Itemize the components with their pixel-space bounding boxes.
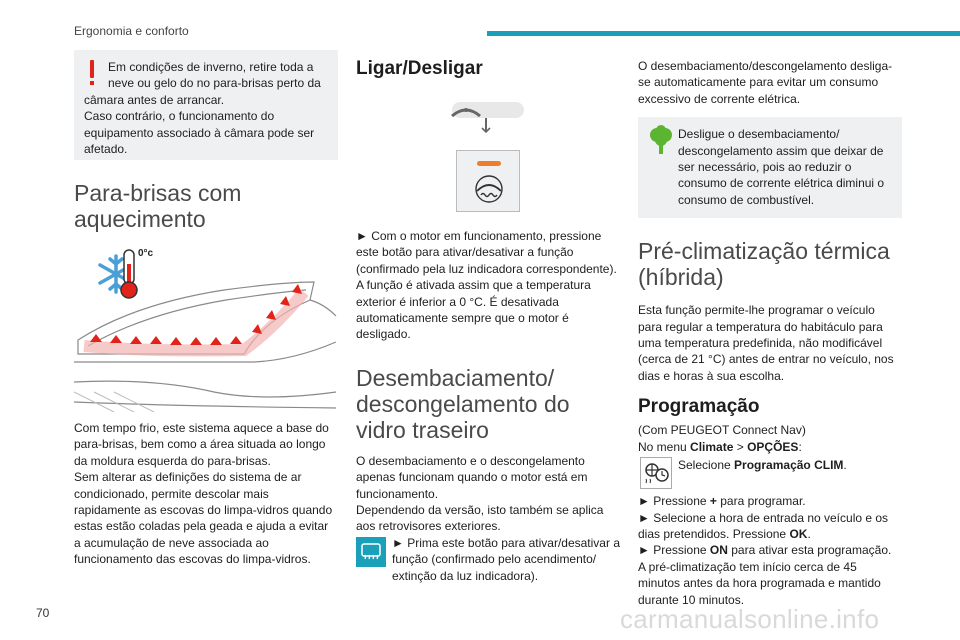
section-title: Ergonomia e conforto — [74, 24, 189, 38]
step1-suffix: para programar. — [716, 494, 806, 509]
select-prefix: Selecione — [678, 458, 735, 473]
warning-exclamation-icon — [88, 60, 96, 86]
heated-windscreen-illustration — [74, 242, 338, 412]
heated-body-1: Com tempo frio, este sistema aquece a base do para-brisas, bem como a área situada ao longo da moldura esquerda do para-brisas. — [74, 421, 329, 468]
step1-bold: + — [709, 494, 717, 509]
rear-demist-icon — [356, 537, 386, 567]
rear-window-title: Desembaciamento/ descongelamento do vidro traseiro — [356, 364, 570, 443]
onoff-body-2: A função é ativada assim que a temperatura exterior é inferior a 0 °C. É desativada automaticamente sempre que o motor é desligado. — [356, 278, 591, 342]
step1-prefix: ► Pressione — [638, 494, 710, 509]
step3-prefix: ► Pressione — [638, 543, 710, 558]
warning-line-1: Em condições de inverno, retire toda a — [108, 60, 314, 74]
step2-bold: OK — [789, 526, 808, 541]
eco-tip-box — [638, 117, 902, 218]
step3-bold: ON — [709, 543, 728, 558]
temperature-label: 0°c — [138, 248, 154, 259]
page-number: 70 — [36, 606, 50, 620]
onoff-title: Ligar/Desligar — [356, 58, 483, 79]
eco-tip-text: Desligue o desembaciamento/ descongelamento assim que deixar de ser necessário, pois ao reduzir o consumo de corrente elétrica diminui o consumo de combustível. — [678, 127, 885, 207]
header-accent-bar — [487, 31, 960, 36]
warning-line-2: neve ou gelo do no para-brisas perto da — [108, 76, 321, 91]
heated-body-2: Sem alterar as definições do sistema de ar condicionado, permite descolar mais rapidamente as escovas do limpa-vidros quando estas estão coladas pela geada e ajuda a evitar a acumulação de neve associada ao funcionamento das escovas do limpa-vidros. — [74, 470, 333, 567]
programming-title: Programação — [638, 396, 760, 418]
rear-press-block — [356, 535, 620, 584]
programming-with: (Com PEUGEOT Connect Nav) — [638, 423, 806, 438]
warning-text-para2: Caso contrário, o funcionamento do equipamento associado à câmara pode ser afetado. — [84, 109, 315, 157]
eco-leaf-icon — [648, 125, 674, 155]
watermark: carmanualsonline.info — [620, 604, 880, 634]
menu-options: OPÇÕES — [747, 439, 799, 454]
programming-select — [638, 455, 902, 473]
fan-clock-icon — [641, 458, 671, 488]
programming-menu — [638, 439, 902, 455]
rear-body-2: Dependendo da versão, isto também se aplica aos retrovisores exteriores. — [356, 503, 604, 534]
column-3 — [638, 50, 902, 608]
programming-final: A pré-climatização tem início cerca de 45 minutos antes da hora programada e mantido durante 10 minutos. — [638, 559, 881, 607]
column-2 — [356, 50, 620, 584]
preclim-title: Pré-climatização térmica (híbrida) — [638, 238, 890, 291]
windscreen-drawing — [74, 242, 338, 412]
column-1 — [74, 50, 338, 568]
onoff-body: ► Com o motor em funcionamento, pressione este botão para ativar/desativar a função (confirmado pela luz indicadora correspondente). — [356, 229, 617, 276]
step-2 — [638, 510, 902, 543]
thermometer-icon — [121, 250, 137, 298]
step-1 — [638, 493, 902, 509]
step-3 — [638, 542, 902, 558]
rear-press-text: ► Prima este botão para ativar/desativar a função (confirmado pelo acendimento/ extinção da luz indicadora). — [392, 535, 620, 583]
heated-windscreen-title: Para-brisas com aquecimento — [74, 180, 242, 232]
button-location-illustration — [356, 98, 620, 138]
rear-demist-button[interactable] — [356, 537, 386, 567]
page-header — [0, 0, 960, 40]
menu-climate: Climate — [690, 439, 734, 454]
warning-text-rest: câmara antes de arrancar. — [84, 92, 225, 107]
programming-select-block — [638, 455, 902, 491]
heated-windscreen-icon — [469, 175, 509, 203]
indicator-light — [477, 161, 501, 166]
menu-prefix: No menu — [638, 439, 691, 454]
mirror-icon — [356, 98, 620, 138]
select-bold: Programação CLIM — [734, 458, 844, 473]
menu-suffix: : — [798, 439, 802, 454]
select-suffix: . — [843, 458, 847, 473]
warning-note — [74, 50, 338, 160]
clim-program-button[interactable] — [640, 457, 672, 489]
step3-suffix: para ativar esta programação. — [727, 543, 892, 558]
step2-suffix: . — [807, 526, 811, 541]
preclim-body: Esta função permite-lhe programar o veículo para regular a temperatura do habitáculo para uma temperatura predefinida, não modificável (cerca de 21 °C) antes de entrar no veículo, nos dias e horas à sua escolha. — [638, 303, 894, 383]
menu-sep: > — [733, 439, 748, 454]
heated-windscreen-button[interactable] — [456, 150, 520, 212]
step2-prefix: ► Selecione a hora de entrada no veículo e os dias pretendidos. Pressione — [638, 510, 889, 541]
auto-off-text: O desembaciamento/descongelamento desliga-se automaticamente para evitar um consumo excessivo de corrente elétrica. — [638, 59, 893, 106]
rear-body: O desembaciamento e o descongelamento apenas funcionam quando o motor está em funcionamento. — [356, 453, 588, 501]
